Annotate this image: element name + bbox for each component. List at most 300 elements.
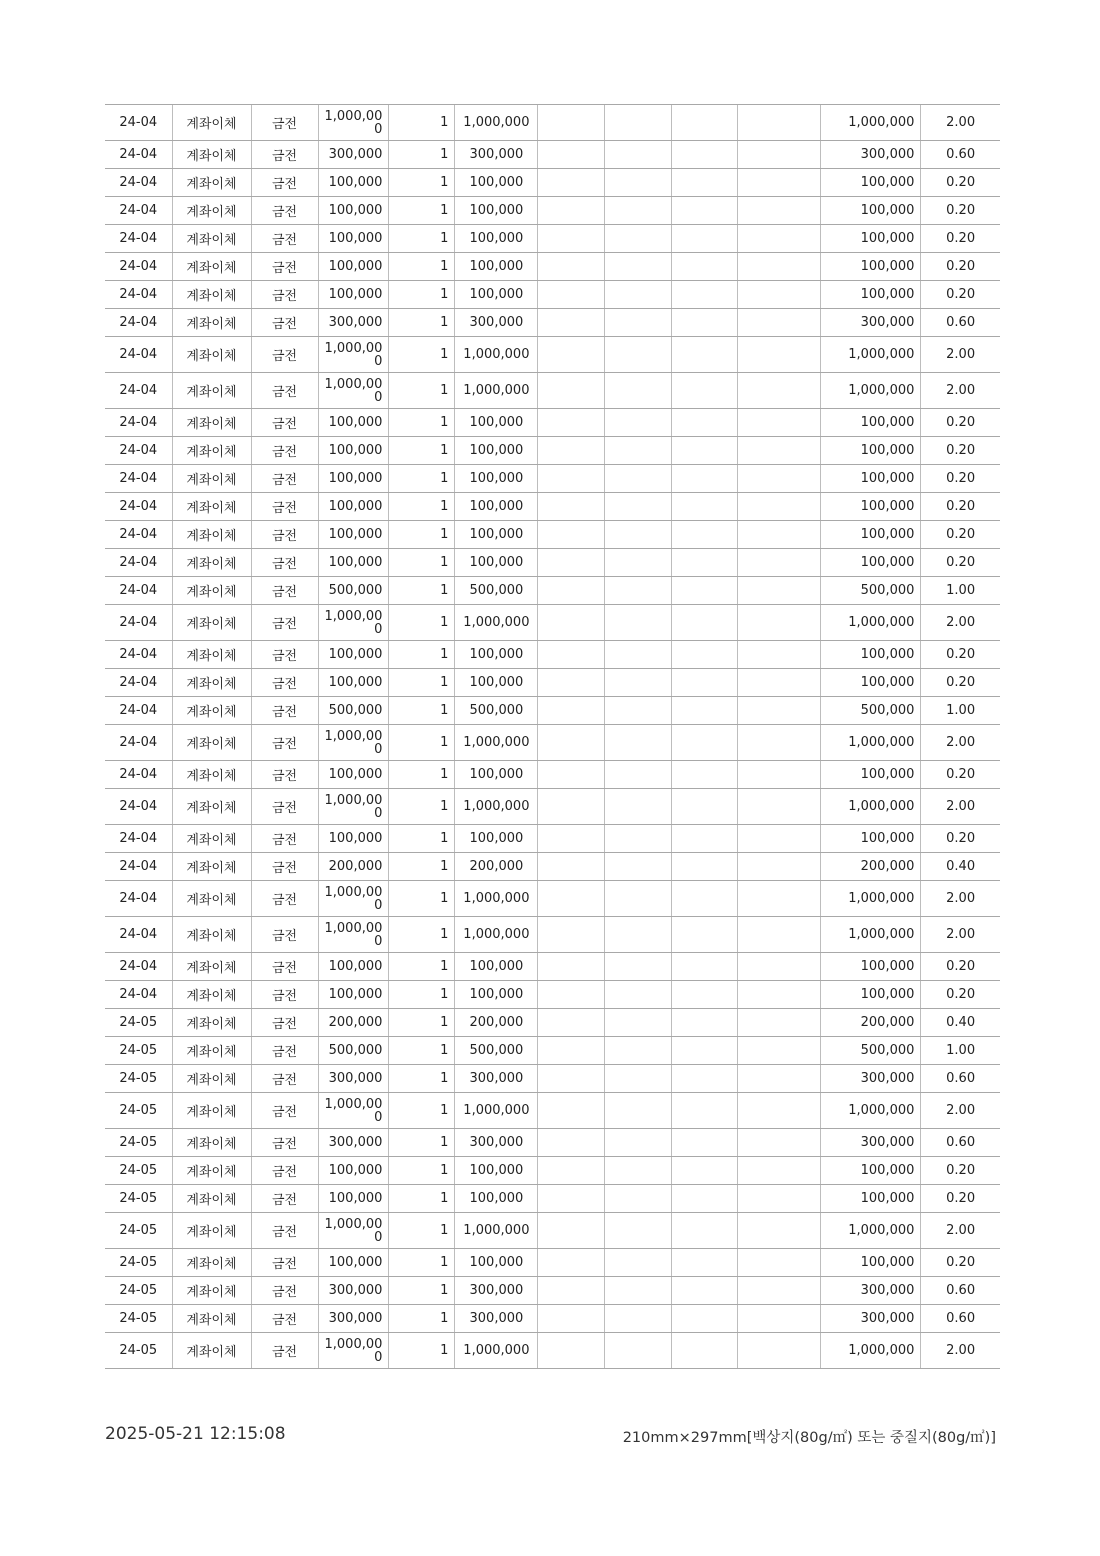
cell-month: 24-04 (105, 917, 172, 953)
cell-quantity: 1 (389, 917, 455, 953)
cell-total: 100,000 (821, 437, 921, 465)
cell-amount: 300,000 (455, 141, 538, 169)
cell-blank-3 (672, 105, 738, 141)
cell-type: 금전 (251, 669, 318, 697)
cell-amount: 1,000,000 (455, 605, 538, 641)
cell-type: 금전 (251, 1009, 318, 1037)
cell-ratio: 0.60 (921, 1277, 1000, 1305)
cell-month: 24-04 (105, 281, 172, 309)
cell-total: 100,000 (821, 409, 921, 437)
cell-ratio: 2.00 (921, 789, 1000, 825)
cell-type: 금전 (251, 1093, 318, 1129)
cell-amount: 100,000 (455, 465, 538, 493)
cell-blank-4 (738, 337, 821, 373)
cell-blank-3 (672, 225, 738, 253)
cell-amount: 1,000,000 (455, 789, 538, 825)
cell-method: 계좌이체 (172, 169, 251, 197)
table-row (105, 1009, 1000, 1037)
cell-unit-amount: 100,000 (318, 197, 389, 225)
cell-month: 24-04 (105, 853, 172, 881)
cell-type: 금전 (251, 1213, 318, 1249)
cell-blank-2 (605, 105, 672, 141)
cell-ratio: 0.20 (921, 521, 1000, 549)
cell-month: 24-04 (105, 105, 172, 141)
cell-blank-3 (672, 917, 738, 953)
cell-amount: 100,000 (455, 1157, 538, 1185)
cell-blank-3 (672, 521, 738, 549)
cell-type: 금전 (251, 917, 318, 953)
cell-blank-3 (672, 1093, 738, 1129)
cell-blank-4 (738, 373, 821, 409)
cell-total: 100,000 (821, 1185, 921, 1213)
ledger-table (105, 104, 1000, 1369)
cell-total: 100,000 (821, 669, 921, 697)
table-row (105, 1157, 1000, 1185)
cell-ratio: 0.20 (921, 493, 1000, 521)
cell-blank-1 (538, 1009, 605, 1037)
cell-blank-1 (538, 981, 605, 1009)
cell-unit-amount: 300,000 (318, 1065, 389, 1093)
cell-blank-2 (605, 1213, 672, 1249)
cell-amount: 100,000 (455, 225, 538, 253)
cell-total: 300,000 (821, 1277, 921, 1305)
cell-amount: 300,000 (455, 1065, 538, 1093)
cell-month: 24-04 (105, 881, 172, 917)
cell-blank-3 (672, 1277, 738, 1305)
cell-total: 1,000,000 (821, 881, 921, 917)
cell-amount: 1,000,000 (455, 105, 538, 141)
cell-blank-3 (672, 549, 738, 577)
cell-quantity: 1 (389, 725, 455, 761)
cell-total: 100,000 (821, 465, 921, 493)
cell-unit-amount: 100,000 (318, 169, 389, 197)
cell-ratio: 0.40 (921, 1009, 1000, 1037)
cell-amount: 1,000,000 (455, 1333, 538, 1369)
table-row (105, 409, 1000, 437)
cell-blank-3 (672, 1037, 738, 1065)
cell-ratio: 0.20 (921, 761, 1000, 789)
cell-quantity: 1 (389, 437, 455, 465)
cell-blank-2 (605, 881, 672, 917)
cell-blank-2 (605, 337, 672, 373)
cell-type: 금전 (251, 1065, 318, 1093)
cell-quantity: 1 (389, 373, 455, 409)
cell-method: 계좌이체 (172, 493, 251, 521)
cell-ratio: 2.00 (921, 1213, 1000, 1249)
cell-blank-3 (672, 953, 738, 981)
cell-blank-4 (738, 281, 821, 309)
cell-unit-amount: 1,000,00 0 (318, 1093, 389, 1129)
cell-quantity: 1 (389, 1213, 455, 1249)
cell-blank-2 (605, 1009, 672, 1037)
cell-ratio: 2.00 (921, 725, 1000, 761)
cell-quantity: 1 (389, 105, 455, 141)
cell-blank-4 (738, 253, 821, 281)
cell-blank-2 (605, 917, 672, 953)
table-row (105, 789, 1000, 825)
cell-blank-4 (738, 1333, 821, 1369)
cell-amount: 100,000 (455, 169, 538, 197)
cell-total: 200,000 (821, 853, 921, 881)
cell-blank-4 (738, 853, 821, 881)
cell-blank-4 (738, 1129, 821, 1157)
cell-blank-4 (738, 825, 821, 853)
cell-method: 계좌이체 (172, 521, 251, 549)
table-row (105, 337, 1000, 373)
cell-blank-1 (538, 917, 605, 953)
cell-type: 금전 (251, 1305, 318, 1333)
cell-ratio: 2.00 (921, 917, 1000, 953)
cell-total: 300,000 (821, 1065, 921, 1093)
cell-blank-3 (672, 281, 738, 309)
cell-blank-4 (738, 1249, 821, 1277)
cell-total: 100,000 (821, 641, 921, 669)
cell-blank-3 (672, 697, 738, 725)
cell-type: 금전 (251, 105, 318, 141)
cell-blank-3 (672, 605, 738, 641)
cell-blank-3 (672, 465, 738, 493)
cell-blank-2 (605, 1129, 672, 1157)
cell-month: 24-04 (105, 309, 172, 337)
cell-month: 24-04 (105, 409, 172, 437)
cell-blank-2 (605, 465, 672, 493)
table-row (105, 825, 1000, 853)
cell-blank-1 (538, 1157, 605, 1185)
cell-unit-amount: 300,000 (318, 309, 389, 337)
cell-ratio: 0.20 (921, 281, 1000, 309)
cell-blank-2 (605, 253, 672, 281)
table-row (105, 1333, 1000, 1369)
cell-amount: 100,000 (455, 981, 538, 1009)
cell-blank-2 (605, 225, 672, 253)
cell-blank-3 (672, 1213, 738, 1249)
cell-quantity: 1 (389, 169, 455, 197)
table-row (105, 577, 1000, 605)
cell-blank-1 (538, 493, 605, 521)
cell-month: 24-04 (105, 761, 172, 789)
cell-quantity: 1 (389, 641, 455, 669)
cell-blank-3 (672, 1305, 738, 1333)
cell-ratio: 0.20 (921, 981, 1000, 1009)
table-row (105, 605, 1000, 641)
table-row (105, 281, 1000, 309)
cell-quantity: 1 (389, 789, 455, 825)
cell-blank-3 (672, 981, 738, 1009)
cell-unit-amount: 100,000 (318, 549, 389, 577)
cell-blank-1 (538, 521, 605, 549)
table-row (105, 1213, 1000, 1249)
cell-blank-4 (738, 789, 821, 825)
paper-spec: 210mm×297mm[백상지(80g/㎡) 또는 중질지(80g/㎡)] (622, 1430, 996, 1446)
cell-blank-3 (672, 197, 738, 225)
cell-amount: 100,000 (455, 953, 538, 981)
cell-total: 1,000,000 (821, 1093, 921, 1129)
cell-type: 금전 (251, 853, 318, 881)
table-row (105, 641, 1000, 669)
cell-blank-1 (538, 253, 605, 281)
cell-amount: 100,000 (455, 281, 538, 309)
cell-blank-1 (538, 669, 605, 697)
cell-blank-1 (538, 169, 605, 197)
cell-unit-amount: 100,000 (318, 1249, 389, 1277)
cell-blank-3 (672, 669, 738, 697)
table-row (105, 917, 1000, 953)
table-row (105, 761, 1000, 789)
cell-blank-4 (738, 169, 821, 197)
cell-blank-1 (538, 437, 605, 465)
cell-total: 1,000,000 (821, 605, 921, 641)
cell-blank-4 (738, 437, 821, 465)
cell-blank-2 (605, 309, 672, 337)
cell-quantity: 1 (389, 493, 455, 521)
cell-quantity: 1 (389, 225, 455, 253)
table-row (105, 309, 1000, 337)
cell-blank-2 (605, 493, 672, 521)
cell-blank-1 (538, 1129, 605, 1157)
cell-method: 계좌이체 (172, 789, 251, 825)
cell-method: 계좌이체 (172, 1065, 251, 1093)
cell-blank-3 (672, 169, 738, 197)
table-row (105, 105, 1000, 141)
cell-type: 금전 (251, 337, 318, 373)
cell-blank-3 (672, 409, 738, 437)
cell-blank-2 (605, 725, 672, 761)
cell-type: 금전 (251, 141, 318, 169)
cell-method: 계좌이체 (172, 1009, 251, 1037)
cell-total: 100,000 (821, 281, 921, 309)
cell-quantity: 1 (389, 465, 455, 493)
cell-total: 1,000,000 (821, 1213, 921, 1249)
cell-ratio: 1.00 (921, 577, 1000, 605)
cell-ratio: 0.20 (921, 1249, 1000, 1277)
cell-blank-4 (738, 1157, 821, 1185)
cell-blank-2 (605, 1305, 672, 1333)
cell-blank-4 (738, 1009, 821, 1037)
cell-method: 계좌이체 (172, 577, 251, 605)
cell-blank-3 (672, 493, 738, 521)
table-row (105, 669, 1000, 697)
cell-quantity: 1 (389, 761, 455, 789)
cell-total: 1,000,000 (821, 1333, 921, 1369)
table-row (105, 465, 1000, 493)
cell-unit-amount: 100,000 (318, 521, 389, 549)
cell-blank-4 (738, 577, 821, 605)
cell-type: 금전 (251, 373, 318, 409)
cell-method: 계좌이체 (172, 549, 251, 577)
cell-blank-1 (538, 825, 605, 853)
cell-blank-4 (738, 981, 821, 1009)
cell-total: 100,000 (821, 1157, 921, 1185)
cell-ratio: 2.00 (921, 1333, 1000, 1369)
cell-unit-amount: 1,000,00 0 (318, 917, 389, 953)
cell-type: 금전 (251, 549, 318, 577)
cell-amount: 300,000 (455, 1277, 538, 1305)
cell-unit-amount: 100,000 (318, 465, 389, 493)
cell-blank-2 (605, 1249, 672, 1277)
cell-blank-4 (738, 493, 821, 521)
cell-amount: 1,000,000 (455, 881, 538, 917)
cell-quantity: 1 (389, 981, 455, 1009)
cell-ratio: 2.00 (921, 105, 1000, 141)
cell-type: 금전 (251, 1129, 318, 1157)
cell-amount: 100,000 (455, 761, 538, 789)
cell-total: 100,000 (821, 253, 921, 281)
cell-blank-2 (605, 409, 672, 437)
cell-ratio: 0.20 (921, 437, 1000, 465)
cell-month: 24-04 (105, 253, 172, 281)
cell-method: 계좌이체 (172, 337, 251, 373)
cell-total: 500,000 (821, 697, 921, 725)
cell-ratio: 0.20 (921, 953, 1000, 981)
cell-blank-2 (605, 1157, 672, 1185)
cell-amount: 500,000 (455, 697, 538, 725)
cell-blank-4 (738, 917, 821, 953)
cell-method: 계좌이체 (172, 373, 251, 409)
cell-type: 금전 (251, 1037, 318, 1065)
cell-amount: 100,000 (455, 521, 538, 549)
table-row (105, 1037, 1000, 1065)
cell-type: 금전 (251, 981, 318, 1009)
cell-blank-1 (538, 309, 605, 337)
cell-month: 24-04 (105, 225, 172, 253)
cell-blank-2 (605, 669, 672, 697)
cell-amount: 1,000,000 (455, 1213, 538, 1249)
cell-total: 100,000 (821, 493, 921, 521)
cell-blank-2 (605, 981, 672, 1009)
cell-month: 24-05 (105, 1037, 172, 1065)
cell-type: 금전 (251, 1157, 318, 1185)
cell-blank-4 (738, 761, 821, 789)
cell-blank-4 (738, 549, 821, 577)
table-row (105, 697, 1000, 725)
cell-month: 24-04 (105, 825, 172, 853)
cell-method: 계좌이체 (172, 1249, 251, 1277)
cell-type: 금전 (251, 409, 318, 437)
table-row (105, 169, 1000, 197)
cell-quantity: 1 (389, 881, 455, 917)
cell-unit-amount: 1,000,00 0 (318, 605, 389, 641)
cell-total: 100,000 (821, 1249, 921, 1277)
cell-method: 계좌이체 (172, 953, 251, 981)
cell-blank-3 (672, 725, 738, 761)
cell-total: 100,000 (821, 825, 921, 853)
cell-ratio: 0.20 (921, 225, 1000, 253)
cell-month: 24-04 (105, 373, 172, 409)
cell-method: 계좌이체 (172, 1157, 251, 1185)
cell-month: 24-04 (105, 521, 172, 549)
table-row (105, 1065, 1000, 1093)
cell-blank-3 (672, 853, 738, 881)
cell-blank-3 (672, 641, 738, 669)
cell-quantity: 1 (389, 1037, 455, 1065)
cell-total: 100,000 (821, 521, 921, 549)
cell-method: 계좌이체 (172, 669, 251, 697)
cell-blank-3 (672, 881, 738, 917)
cell-unit-amount: 100,000 (318, 761, 389, 789)
cell-blank-2 (605, 373, 672, 409)
cell-ratio: 1.00 (921, 697, 1000, 725)
cell-amount: 300,000 (455, 1305, 538, 1333)
cell-method: 계좌이체 (172, 1185, 251, 1213)
cell-blank-2 (605, 853, 672, 881)
cell-type: 금전 (251, 577, 318, 605)
cell-month: 24-04 (105, 641, 172, 669)
cell-blank-4 (738, 953, 821, 981)
cell-blank-2 (605, 761, 672, 789)
cell-blank-2 (605, 1093, 672, 1129)
cell-blank-1 (538, 465, 605, 493)
cell-unit-amount: 100,000 (318, 1185, 389, 1213)
cell-blank-4 (738, 197, 821, 225)
cell-ratio: 0.60 (921, 141, 1000, 169)
cell-blank-1 (538, 1065, 605, 1093)
cell-total: 300,000 (821, 141, 921, 169)
cell-quantity: 1 (389, 577, 455, 605)
table-row (105, 1093, 1000, 1129)
cell-unit-amount: 300,000 (318, 141, 389, 169)
cell-type: 금전 (251, 1277, 318, 1305)
cell-blank-3 (672, 141, 738, 169)
cell-method: 계좌이체 (172, 465, 251, 493)
cell-blank-2 (605, 521, 672, 549)
cell-method: 계좌이체 (172, 409, 251, 437)
cell-month: 24-04 (105, 169, 172, 197)
cell-month: 24-05 (105, 1249, 172, 1277)
cell-ratio: 0.60 (921, 1305, 1000, 1333)
cell-total: 100,000 (821, 981, 921, 1009)
cell-blank-2 (605, 437, 672, 465)
cell-method: 계좌이체 (172, 825, 251, 853)
cell-quantity: 1 (389, 141, 455, 169)
cell-total: 200,000 (821, 1009, 921, 1037)
cell-blank-3 (672, 437, 738, 465)
cell-quantity: 1 (389, 337, 455, 373)
cell-method: 계좌이체 (172, 253, 251, 281)
table-row (105, 437, 1000, 465)
cell-quantity: 1 (389, 853, 455, 881)
cell-unit-amount: 1,000,00 0 (318, 789, 389, 825)
cell-blank-3 (672, 1009, 738, 1037)
cell-quantity: 1 (389, 825, 455, 853)
cell-type: 금전 (251, 1185, 318, 1213)
cell-ratio: 2.00 (921, 1093, 1000, 1129)
cell-ratio: 0.20 (921, 1157, 1000, 1185)
cell-quantity: 1 (389, 521, 455, 549)
cell-blank-1 (538, 1037, 605, 1065)
cell-blank-4 (738, 605, 821, 641)
cell-method: 계좌이체 (172, 197, 251, 225)
cell-blank-4 (738, 1037, 821, 1065)
cell-blank-2 (605, 1333, 672, 1369)
cell-amount: 1,000,000 (455, 337, 538, 373)
cell-ratio: 0.60 (921, 1065, 1000, 1093)
cell-type: 금전 (251, 281, 318, 309)
cell-unit-amount: 500,000 (318, 1037, 389, 1065)
cell-amount: 300,000 (455, 1129, 538, 1157)
cell-blank-3 (672, 789, 738, 825)
cell-blank-2 (605, 641, 672, 669)
cell-blank-3 (672, 1249, 738, 1277)
cell-blank-1 (538, 337, 605, 373)
cell-unit-amount: 100,000 (318, 409, 389, 437)
cell-unit-amount: 100,000 (318, 253, 389, 281)
cell-total: 1,000,000 (821, 337, 921, 373)
cell-blank-1 (538, 105, 605, 141)
cell-method: 계좌이체 (172, 761, 251, 789)
cell-month: 24-05 (105, 1277, 172, 1305)
cell-unit-amount: 200,000 (318, 853, 389, 881)
cell-blank-2 (605, 281, 672, 309)
